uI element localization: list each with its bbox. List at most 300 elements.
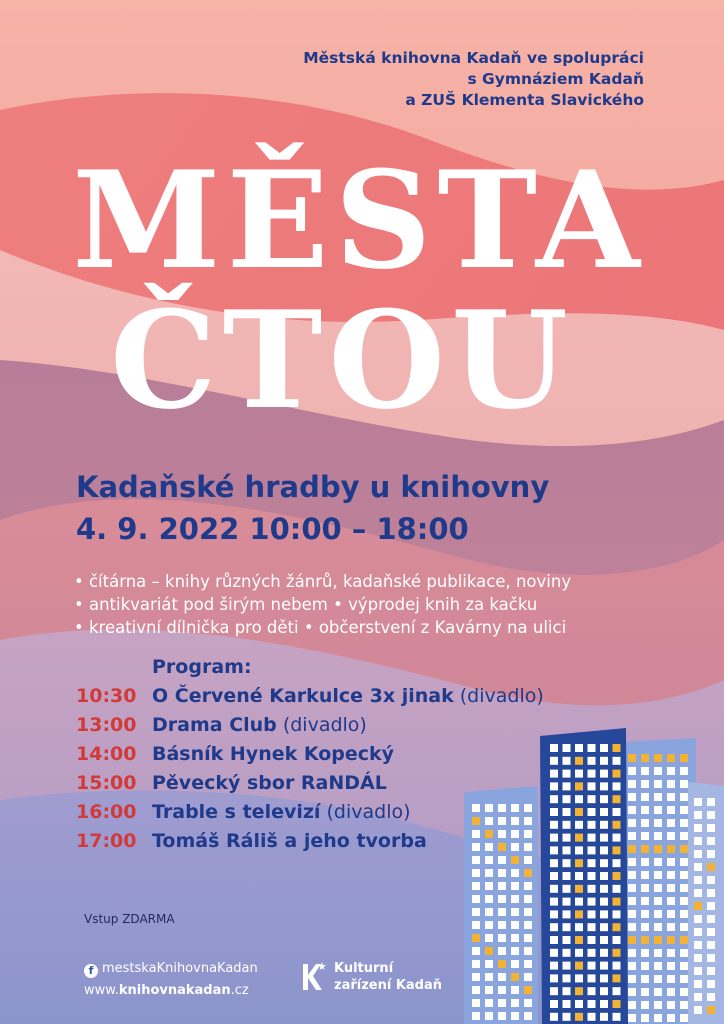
- window: [600, 782, 608, 790]
- window: [575, 987, 583, 995]
- window: [588, 987, 596, 995]
- window: [667, 962, 675, 970]
- window: [563, 885, 571, 893]
- window: [667, 767, 675, 775]
- window: [588, 1000, 596, 1008]
- window: [628, 1014, 636, 1022]
- window: [498, 934, 506, 942]
- window: [485, 960, 493, 968]
- window: [511, 960, 519, 968]
- window: [498, 882, 506, 890]
- window: [628, 767, 636, 775]
- window: [600, 885, 608, 893]
- window: [641, 949, 649, 957]
- window: [694, 980, 702, 988]
- window: [511, 869, 519, 877]
- window: [628, 923, 636, 931]
- window: [563, 987, 571, 995]
- window: [575, 885, 583, 893]
- window: [641, 1014, 649, 1022]
- window: [524, 1012, 532, 1020]
- feature-item: • čítárna – knihy různých žánrů, kadaňské publikace, noviny: [74, 572, 572, 591]
- window: [575, 859, 583, 867]
- window: [600, 859, 608, 867]
- window: [472, 1012, 480, 1020]
- window: [694, 902, 702, 910]
- program-note: (divadlo): [320, 801, 411, 823]
- window: [485, 921, 493, 929]
- window: [654, 780, 662, 788]
- window: [524, 817, 532, 825]
- window: [654, 754, 662, 762]
- window: [550, 795, 558, 803]
- window: [680, 1014, 688, 1022]
- event-location: Kadaňské hradby u knihovny: [76, 470, 550, 504]
- window: [654, 962, 662, 970]
- window: [641, 871, 649, 879]
- window: [613, 885, 621, 893]
- window: [498, 856, 506, 864]
- window: [588, 949, 596, 957]
- window: [472, 986, 480, 994]
- window: [524, 882, 532, 890]
- window: [628, 858, 636, 866]
- window: [498, 986, 506, 994]
- window: [563, 949, 571, 957]
- window: [613, 757, 621, 765]
- window: [575, 1013, 583, 1021]
- window: [472, 999, 480, 1007]
- window: [563, 859, 571, 867]
- window: [667, 936, 675, 944]
- window: [472, 817, 480, 825]
- window: [628, 897, 636, 905]
- buildings-illustration: [460, 728, 724, 1024]
- window: [613, 744, 621, 752]
- window: [524, 869, 532, 877]
- window: [654, 923, 662, 931]
- program-heading: Program:: [152, 656, 252, 678]
- window: [600, 987, 608, 995]
- window: [641, 832, 649, 840]
- window: [613, 821, 621, 829]
- window: [485, 973, 493, 981]
- window: [563, 770, 571, 778]
- window: [694, 915, 702, 923]
- window: [613, 923, 621, 931]
- window: [485, 999, 493, 1007]
- window: [600, 898, 608, 906]
- window: [588, 923, 596, 931]
- window: [613, 808, 621, 816]
- window: [588, 770, 596, 778]
- window: [641, 936, 649, 944]
- window: [485, 843, 493, 851]
- program-row: [76, 682, 544, 711]
- window: [613, 949, 621, 957]
- window: [511, 908, 519, 916]
- window: [694, 850, 702, 858]
- window: [694, 811, 702, 819]
- window: [667, 806, 675, 814]
- window: [680, 975, 688, 983]
- window: [472, 830, 480, 838]
- window: [550, 1013, 558, 1021]
- window: [694, 889, 702, 897]
- feature-list: [74, 570, 571, 639]
- window: [680, 819, 688, 827]
- window: [575, 923, 583, 931]
- window: [524, 973, 532, 981]
- window: [694, 798, 702, 806]
- window: [641, 975, 649, 983]
- window: [654, 845, 662, 853]
- window: [707, 902, 715, 910]
- window: [524, 830, 532, 838]
- window: [600, 808, 608, 816]
- window: [600, 962, 608, 970]
- window: [628, 845, 636, 853]
- feature-item: • antikvariát pod širým nebem • výprodej knih za kačku: [74, 595, 538, 614]
- window: [511, 986, 519, 994]
- window: [563, 821, 571, 829]
- window: [511, 830, 519, 838]
- window: [524, 947, 532, 955]
- window: [641, 910, 649, 918]
- window: [524, 895, 532, 903]
- window: [524, 856, 532, 864]
- window: [498, 947, 506, 955]
- program-note: (divadlo): [276, 714, 367, 736]
- window: [707, 889, 715, 897]
- window: [485, 908, 493, 916]
- window: [654, 871, 662, 879]
- window: [600, 821, 608, 829]
- window: [575, 770, 583, 778]
- window: [511, 921, 519, 929]
- window: [588, 821, 596, 829]
- window: [575, 744, 583, 752]
- window: [575, 949, 583, 957]
- window: [472, 973, 480, 981]
- window: [563, 834, 571, 842]
- window: [654, 793, 662, 801]
- window: [498, 973, 506, 981]
- window: [628, 936, 636, 944]
- window: [694, 993, 702, 1001]
- window: [613, 834, 621, 842]
- program-time: 10:30: [76, 685, 137, 707]
- window: [694, 837, 702, 845]
- window: [472, 869, 480, 877]
- window: [550, 757, 558, 765]
- window: [600, 846, 608, 854]
- window: [575, 757, 583, 765]
- program-name: Tomáš Ráliš a jeho tvorba: [152, 830, 427, 852]
- window: [613, 782, 621, 790]
- window: [575, 962, 583, 970]
- window: [654, 1001, 662, 1009]
- window: [707, 798, 715, 806]
- window: [511, 934, 519, 942]
- window: [641, 897, 649, 905]
- window: [600, 872, 608, 880]
- window: [600, 770, 608, 778]
- window: [498, 843, 506, 851]
- window: [485, 1012, 493, 1020]
- window: [511, 804, 519, 812]
- facebook-link[interactable]: [84, 958, 258, 980]
- window: [600, 910, 608, 918]
- window: [707, 993, 715, 1001]
- window: [563, 923, 571, 931]
- window: [613, 1013, 621, 1021]
- window: [707, 954, 715, 962]
- window: [613, 846, 621, 854]
- program-name: Pěvecký sbor RaNDÁL: [152, 772, 387, 794]
- program-time: 17:00: [76, 830, 137, 852]
- window: [498, 999, 506, 1007]
- window: [575, 1000, 583, 1008]
- window: [641, 1001, 649, 1009]
- window: [575, 821, 583, 829]
- window: [563, 795, 571, 803]
- window: [641, 845, 649, 853]
- window: [511, 973, 519, 981]
- window: [511, 843, 519, 851]
- window: [563, 1013, 571, 1021]
- window: [641, 988, 649, 996]
- window: [498, 869, 506, 877]
- window: [600, 974, 608, 982]
- window: [694, 876, 702, 884]
- window: [667, 884, 675, 892]
- window: [707, 876, 715, 884]
- window: [707, 811, 715, 819]
- window: [485, 817, 493, 825]
- window: [628, 819, 636, 827]
- window: [472, 947, 480, 955]
- window: [511, 1012, 519, 1020]
- program-time: 15:00: [76, 772, 137, 794]
- window: [613, 770, 621, 778]
- window: [694, 967, 702, 975]
- window: [600, 744, 608, 752]
- window: [575, 936, 583, 944]
- window: [588, 795, 596, 803]
- window: [498, 1012, 506, 1020]
- window: [563, 962, 571, 970]
- window: [511, 895, 519, 903]
- window: [654, 806, 662, 814]
- program-name: Básník Hynek Kopecký: [152, 743, 395, 765]
- window: [654, 858, 662, 866]
- window: [628, 754, 636, 762]
- window: [628, 871, 636, 879]
- window: [588, 834, 596, 842]
- organizer-line-2: s Gymnáziem Kadaň: [467, 70, 644, 88]
- program-time: 13:00: [76, 714, 137, 736]
- window: [563, 782, 571, 790]
- title-line-2: ČTOU: [110, 281, 574, 439]
- window: [613, 1000, 621, 1008]
- window: [600, 923, 608, 931]
- window: [524, 999, 532, 1007]
- website-suffix: .cz: [230, 983, 249, 998]
- window: [550, 846, 558, 854]
- window: [707, 967, 715, 975]
- window: [485, 986, 493, 994]
- window: [575, 898, 583, 906]
- window: [550, 936, 558, 944]
- window: [600, 1013, 608, 1021]
- window: [680, 936, 688, 944]
- window: [588, 936, 596, 944]
- window: [641, 767, 649, 775]
- window: [628, 949, 636, 957]
- window: [641, 780, 649, 788]
- window: [654, 975, 662, 983]
- window: [641, 923, 649, 931]
- facebook-icon: f: [84, 964, 98, 978]
- window: [628, 884, 636, 892]
- window: [680, 832, 688, 840]
- window: [680, 897, 688, 905]
- feature-item: • kreativní dílnička pro děti • občerstvení z Kavárny na ulici: [74, 618, 567, 637]
- window: [628, 1001, 636, 1009]
- window: [575, 872, 583, 880]
- window: [707, 915, 715, 923]
- website-prefix: www.: [84, 983, 119, 998]
- window: [550, 872, 558, 880]
- window: [667, 793, 675, 801]
- window: [550, 821, 558, 829]
- window: [588, 782, 596, 790]
- window: [485, 882, 493, 890]
- window: [667, 988, 675, 996]
- window: [600, 936, 608, 944]
- window: [588, 1013, 596, 1021]
- window: [654, 936, 662, 944]
- window: [550, 949, 558, 957]
- facebook-handle: mestskaKnihovnaKadan: [102, 961, 258, 976]
- window: [588, 974, 596, 982]
- window: [654, 988, 662, 996]
- window: [613, 987, 621, 995]
- window: [524, 921, 532, 929]
- window: [654, 819, 662, 827]
- window: [680, 910, 688, 918]
- window: [550, 782, 558, 790]
- program-name: Trable s televizí: [152, 801, 321, 823]
- window: [511, 882, 519, 890]
- event-datetime: 4. 9. 2022 10:00 – 18:00: [76, 512, 469, 546]
- window: [485, 934, 493, 942]
- window: [667, 845, 675, 853]
- window: [472, 960, 480, 968]
- window: [563, 910, 571, 918]
- window: [654, 884, 662, 892]
- window: [707, 941, 715, 949]
- window: [680, 858, 688, 866]
- contact-block: [84, 958, 258, 1002]
- window: [588, 962, 596, 970]
- window: [524, 960, 532, 968]
- window: [485, 856, 493, 864]
- window: [680, 754, 688, 762]
- website-link[interactable]: [84, 980, 258, 1002]
- window: [667, 910, 675, 918]
- window: [680, 780, 688, 788]
- window: [550, 974, 558, 982]
- window: [613, 898, 621, 906]
- window: [680, 871, 688, 879]
- window: [600, 795, 608, 803]
- title-line-1: MĚSTA: [72, 141, 646, 299]
- window: [613, 795, 621, 803]
- window: [707, 850, 715, 858]
- organizer-line-1: Městská knihovna Kadaň ve spolupráci: [303, 49, 644, 67]
- window: [485, 947, 493, 955]
- window: [613, 962, 621, 970]
- window: [550, 834, 558, 842]
- window: [472, 908, 480, 916]
- window: [707, 1006, 715, 1014]
- tower-far-right: [688, 782, 724, 1024]
- window: [641, 819, 649, 827]
- window: [667, 1001, 675, 1009]
- window: [628, 975, 636, 983]
- window: [575, 795, 583, 803]
- window: [550, 1000, 558, 1008]
- window: [550, 898, 558, 906]
- window: [563, 936, 571, 944]
- window: [563, 757, 571, 765]
- window: [680, 988, 688, 996]
- logo-line-2: zařízení Kadaň: [334, 978, 443, 993]
- window: [550, 885, 558, 893]
- window: [472, 804, 480, 812]
- program-name: Drama Club: [152, 714, 277, 736]
- window: [575, 834, 583, 842]
- program-note: (divadlo): [453, 685, 544, 707]
- window: [575, 974, 583, 982]
- window: [524, 934, 532, 942]
- window: [613, 974, 621, 982]
- window: [498, 817, 506, 825]
- window: [680, 767, 688, 775]
- window: [641, 962, 649, 970]
- window: [472, 882, 480, 890]
- window: [654, 1014, 662, 1022]
- window: [600, 1000, 608, 1008]
- window: [667, 754, 675, 762]
- window: [588, 859, 596, 867]
- window: [694, 928, 702, 936]
- program-time: 14:00: [76, 743, 137, 765]
- window: [654, 910, 662, 918]
- window: [485, 804, 493, 812]
- window: [667, 780, 675, 788]
- window: [575, 846, 583, 854]
- window: [600, 757, 608, 765]
- window: [680, 884, 688, 892]
- window: [588, 808, 596, 816]
- window: [628, 806, 636, 814]
- window: [485, 895, 493, 903]
- entry-info: Vstup ZDARMA: [84, 912, 175, 926]
- window: [498, 830, 506, 838]
